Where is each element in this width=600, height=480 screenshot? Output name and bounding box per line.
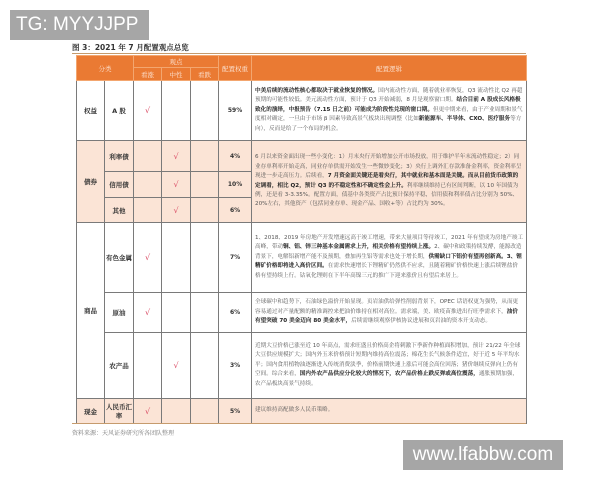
neutral-cell (162, 81, 191, 141)
logic-text: 后续需继续观察伊核协议进展和页岩油的资本开支动态。 (351, 318, 491, 325)
header-bearish: 看跌 (191, 68, 219, 81)
watermark-top-left: TG: MYYJJPP (10, 10, 149, 40)
logic-cash (252, 399, 527, 424)
logic-text: 6 月以来资金面出现一些小变化：1）月末央行开始增加公开市场投放，用于维护半年末流动性稳定；2）同业存单利率开始走高，同业存单供需开始发生一些微妙变化；3）央行上调外汇存款准备金利率，资金利率呈现进一步走高压力。后续看， (255, 154, 522, 180)
asset-oil: 原油 (105, 293, 134, 333)
weight-rate-bond: 4% (219, 141, 252, 172)
bottom-rule (72, 423, 526, 424)
table-row-agri (77, 333, 527, 399)
logic-text: 利率继续维持已有区间判断，以 10 年国债为例，还是看 3-3.35%。配置方面，债基中各类资产占比预计保持平稳，信用债和利率债占比分别为 50%、20%左右，其他资产（包括同业存单、现金产品、国收+等）占比约为 30%。 (255, 182, 519, 208)
logic-highlight: 国内外农产品供应分化较大的情况下，农产品价格止跌反弹或高位震荡， (299, 371, 479, 378)
asset-other-bond: 其他 (105, 198, 134, 223)
logic-highlight: 中美后续的流动性核心都取决于就业恢复的情况。 (255, 87, 379, 94)
check-icon: √ (134, 223, 162, 293)
header-weight-label: 配置权重 (222, 64, 249, 73)
group-cash: 现金 (77, 399, 105, 424)
group-bond: 债券 (77, 141, 105, 223)
logic-text: 1、2018、2019 年房地产开发增速远高于竣工增速，带来大量项目等待竣工，2021 年有望成为房地产竣工高峰，带动 (255, 234, 524, 251)
asset-agri: 农产品 (105, 333, 134, 399)
logic-text: 等方向），反而是给了一个布局的机会。 (255, 116, 522, 132)
logic-oil (252, 293, 527, 333)
asset-rmb: 人民币汇率 (105, 399, 134, 424)
check-icon: √ (162, 141, 191, 172)
weight-oil: 6% (219, 293, 252, 333)
bearish-cell (191, 293, 219, 333)
weight-a-share: 59% (219, 81, 252, 141)
bullish-cell (134, 198, 162, 223)
bearish-cell (191, 333, 219, 399)
neutral-cell (162, 223, 191, 293)
logic-text: 但更中期来看，由于产业周期和景气度相对确定，一旦由于市场 β 因素导致高景气板块出现调整（比如 (255, 106, 523, 123)
bearish-cell (191, 399, 219, 424)
check-icon: √ (162, 198, 191, 223)
bullish-cell (134, 141, 162, 172)
weight-credit-bond: 10% (219, 172, 252, 198)
logic-bond (252, 141, 527, 223)
logic-text: 国内流动性方面，随着就业率恢复，Q3 流动性比 Q2 再超预期的可能性较低。美元流动性方面，预计于 Q3 开始减弱，8 月是观察窗口期。 (255, 87, 523, 104)
header-category: 分类 (77, 56, 134, 81)
header-neutral: 中性 (162, 68, 191, 81)
logic-equity (252, 81, 527, 141)
check-icon: √ (134, 293, 162, 333)
asset-metals: 有色金属 (105, 223, 134, 293)
logic-highlight: 3、锂精矿价格即将进入高价区间。 (255, 253, 522, 270)
logic-text: 通胀预期加强，农产品板块高景气持续。 (255, 371, 518, 387)
logic-highlight: 7 月资金面关键还是看央行，其中就业和基本面是关键。而从目前货币政策的定调看，相比 Q2，预计 Q3 的不稳定性和不确定性会上升。 (255, 173, 519, 189)
check-icon: √ (134, 81, 162, 141)
bearish-cell (191, 141, 219, 172)
bearish-cell (191, 198, 219, 223)
check-icon: √ (162, 172, 191, 198)
logic-highlight: 油价有望突破 70 美金迈向 80 美金水平， (255, 308, 518, 325)
logic-metals (252, 223, 527, 293)
logic-text: 建议维持高配做多人民币策略。 (255, 407, 334, 414)
bullish-cell (134, 172, 162, 198)
weight-agri: 3% (219, 333, 252, 399)
bearish-cell (191, 223, 219, 293)
header-viewpoint: 观点 (134, 56, 219, 68)
logic-highlight: 铜、铝、锌三种基本金属需求上升，相关价格有望持续上涨。 (283, 244, 435, 251)
weight-rmb: 5% (219, 399, 252, 424)
logic-text: 全球碳中和趋势下，石油绿色溢价开始显现。页岩油供给弹性削弱背景下，OPEC 话语权更为强势，从而更容易通过对产量配额的精准调控来把油价维持在相对高位。需求端，美、欧疫苗推进出行旺季需求下， (255, 299, 519, 315)
table-row-equity (77, 81, 527, 141)
weight-metals: 7% (219, 223, 252, 293)
top-rule (72, 53, 526, 54)
figure-title: 图 3：2021 年 7 月配置观点总览 (72, 43, 189, 52)
asset-credit-bond: 信用债 (105, 172, 134, 198)
logic-highlight: 结合目前 A 股成长风格极致化的演绎，中报预告（7.15 日之前）可能成为阶段性兑现的窗口期。 (255, 97, 521, 113)
asset-rate-bond: 利率债 (105, 141, 134, 172)
logic-text: 2、碳中和政策持续发酵，能源改造背景下，电解铝新增产能不及预期，叠加再生铝等需求也处于增长期， (255, 244, 522, 260)
group-equity: 权益 (77, 81, 105, 141)
table-row-metals (77, 223, 527, 293)
logic-highlight: 供需缺口下铝价有望再创新高。 (428, 253, 507, 260)
weight-other-bond: 6% (219, 198, 252, 223)
logic-text: 在需求快速增长下锂精矿仍然供不应求，且随着精矿价格快速上涨后续锂盐价格有望持续上行。钴氧化锂则在下半年高镍三元的推广下迎来涨价且有望后来居上。 (255, 263, 518, 279)
logic-text: 近期大豆价格已涨至近 10 年高点，需求旺盛且价格高企将刺激下季新作种植面积增加，预计 21/22 年全球大豆供应规模扩大；国内外玉米价格预计短期内维持高位震荡；棉花生长气候条件适宜，好于近 5 年平均水平；国内食用植物油逐渐进入传统消费淡季，价格前期快速上涨后可能会高位回落；猪价继续反弹向上仍有空间。综合来看， (255, 342, 521, 378)
bullish-cell (134, 333, 162, 399)
header-bullish: 看涨 (134, 68, 162, 81)
table-row-cash (77, 399, 527, 424)
asset-a-share: A 股 (105, 81, 134, 141)
table-row-oil (77, 293, 527, 333)
allocation-table (76, 55, 527, 424)
logic-highlight: 新能源车、半导体、CXO、医疗服务 (418, 116, 511, 123)
check-icon: √ (134, 399, 162, 424)
check-icon: √ (162, 333, 191, 399)
watermark-bottom-right: www.lfabbw.com (403, 440, 563, 470)
group-commodity: 商品 (77, 223, 105, 399)
table-row-rate-bond (77, 141, 527, 172)
logic-agri (252, 333, 527, 399)
neutral-cell (162, 293, 191, 333)
neutral-cell (162, 399, 191, 424)
figure-source: 资料来源：天风证券研究所各团队整理 (72, 430, 175, 437)
bearish-cell (191, 172, 219, 198)
header-weight (219, 56, 252, 81)
bearish-cell (191, 81, 219, 141)
header-logic: 配置逻辑 (252, 56, 527, 81)
